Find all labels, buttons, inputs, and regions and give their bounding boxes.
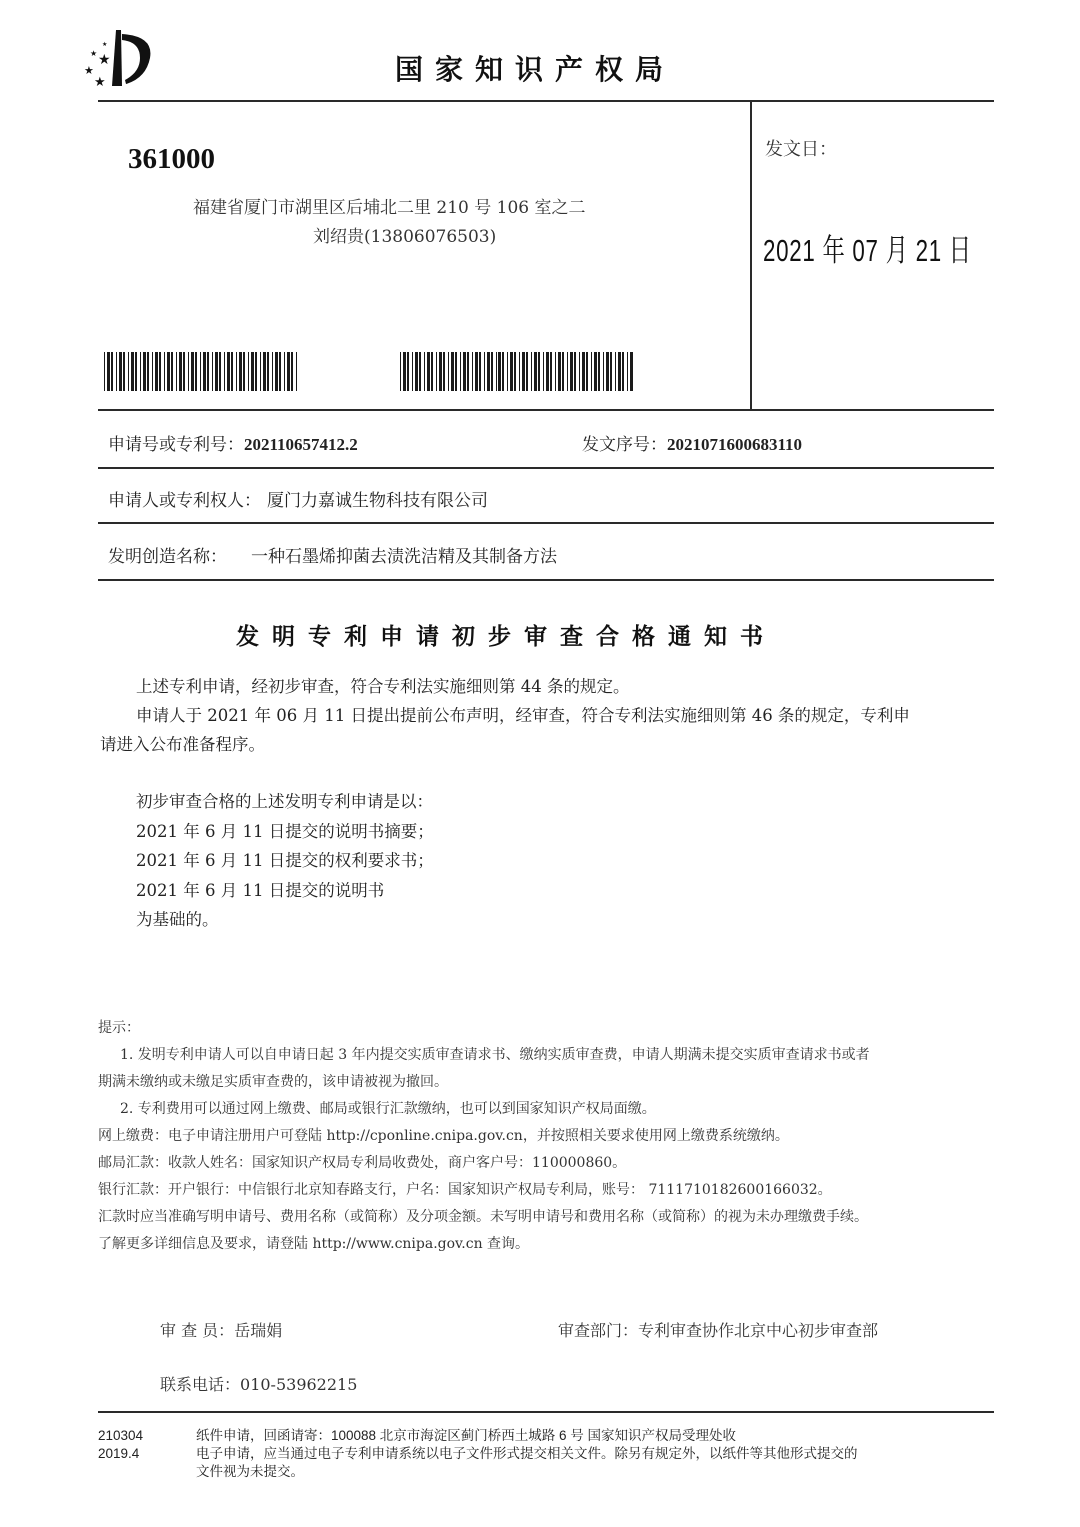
examiner-name: 岳瑞娟 [234,1321,283,1340]
hint-post-payment: 邮局汇款：收款人姓名：国家知识产权局专利局收费处，商户客户号：110000860。 [98,1155,627,1171]
header-divider [98,100,994,102]
department-label: 审查部门： [558,1321,639,1340]
recipient-address: 福建省厦门市湖里区后埔北二里 210 号 106 室之二 [193,198,586,218]
hints-section [98,1015,1008,1258]
phone-number: 010-53962215 [240,1375,358,1394]
barcode-right [400,352,634,391]
hint-2: 2. 专利费用可以通过网上缴费、邮局或银行汇款缴纳，也可以到国家知识产权局面缴。 [120,1101,656,1117]
footer-line-3: 文件视为未提交。 [196,1464,304,1479]
application-number-field [108,430,358,455]
department-field [558,1318,878,1341]
basis-outro: 为基础的。 [136,910,219,929]
hints-label: 提示： [98,1020,140,1036]
footer-line-1: 纸件申请，回函请寄：100088 北京市海淀区蓟门桥西土城路 6 号 国家知识产权局受理处收 [196,1428,737,1443]
invention-field [108,542,557,567]
hint-bank-payment: 银行汇款：开户银行：中信银行北京知春路支行，户名：国家知识产权局专利局，账号： 7111710182600166032。 [98,1182,832,1198]
applicant-label: 申请人或专利权人： [108,491,261,511]
basis-intro: 初步审查合格的上述发明专利申请是以： [136,792,433,811]
invention-label: 发明创造名称： [108,547,227,567]
basis-item: 2021 年 6 月 11 日提交的说明书 [136,880,385,900]
hint-online-payment: 网上缴费：电子申请注册用户可登陆 http://cponline.cnipa.gov.cn，并按照相关要求使用网上缴费系统缴纳。 [98,1128,789,1144]
examiner-field [160,1318,282,1341]
svg-text:★: ★ [98,52,111,68]
invention-title: 一种石墨烯抑菌去渍洗洁精及其制备方法 [251,547,557,567]
department-name: 专利审查协作北京中心初步审查部 [638,1321,879,1340]
form-version: 2019.4 [98,1446,140,1461]
phone-label: 联系电话： [160,1375,241,1394]
svg-text:★: ★ [102,41,108,48]
notice-title: 发明专利申请初步审查合格通知书 [236,624,776,650]
hint-remit-note: 汇款时应当准确写明申请号、费用名称（或简称）及分项金额。未写明申请号和费用名称（或简称）的视为未办理缴费手续。 [98,1209,868,1225]
applicant-field [108,486,488,511]
svg-text:★: ★ [84,64,94,77]
hint-1-line-1: 1. 发明专利申请人可以自申请日起 3 年内提交实质审查请求书、缴纳实质审查费，申请人期满未提交实质审查请求书或者 [120,1047,870,1063]
field-divider-2 [98,467,994,469]
recipient-name-phone: 刘绍贵(13806076503) [313,227,497,247]
applicant-name: 厦门力嘉诚生物科技有限公司 [267,491,488,511]
postcode: 361000 [128,143,215,175]
field-divider-3 [98,522,994,524]
cnipa-logo-icon [78,28,162,90]
form-code: 210304 [98,1428,144,1443]
issue-date-label: 发文日： [765,139,837,160]
hint-1-line-2: 期满未缴纳或未缴足实质审查费的，该申请被视为撤回。 [98,1074,448,1090]
paragraph-2-line-2: 请进入公布准备程序。 [100,735,265,754]
application-number-label: 申请号或专利号： [108,435,244,455]
footer-line-2: 电子申请，应当通过电子专利申请系统以电子文件形式提交相关文件。除另有规定外，以纸件等其他形式提交的 [196,1446,858,1461]
svg-text:★: ★ [94,75,106,90]
basis-item: 2021 年 6 月 11 日提交的说明书摘要； [136,821,434,841]
footer-divider [98,1411,994,1413]
contact-phone-field [160,1372,357,1395]
date-column-divider [750,100,752,411]
basis-item: 2021 年 6 月 11 日提交的权利要求书； [136,851,434,870]
serial-number-label: 发文序号： [582,435,667,455]
basis-list [136,787,434,935]
footer-form-codes [98,1427,143,1463]
field-divider-4 [98,579,994,581]
application-number: 202110657412.2 [244,435,358,454]
field-divider-1 [98,409,994,411]
serial-number-field [582,430,802,455]
notice-body [100,672,1000,759]
hint-more-info: 了解更多详细信息及要求，请登陆 http://www.cnipa.gov.cn 查询。 [98,1236,530,1252]
footer-notes [196,1427,1006,1481]
agency-name: 国家知识产权局 [395,53,676,86]
examiner-label: 审 查 员： [160,1321,235,1340]
issue-date-value: 2021 年 07 月 21 日 [763,233,972,268]
serial-number: 2021071600683110 [667,435,803,454]
paragraph-1: 上述专利申请，经初步审查，符合专利法实施细则第 44 条的规定。 [136,677,630,696]
paragraph-2-line-1: 申请人于 2021 年 06 月 11 日提出提前公布声明，经审查，符合专利法实施细则第 46 条的规定，专利申 [136,706,910,725]
svg-text:★: ★ [90,49,98,58]
barcode-left [104,352,300,391]
